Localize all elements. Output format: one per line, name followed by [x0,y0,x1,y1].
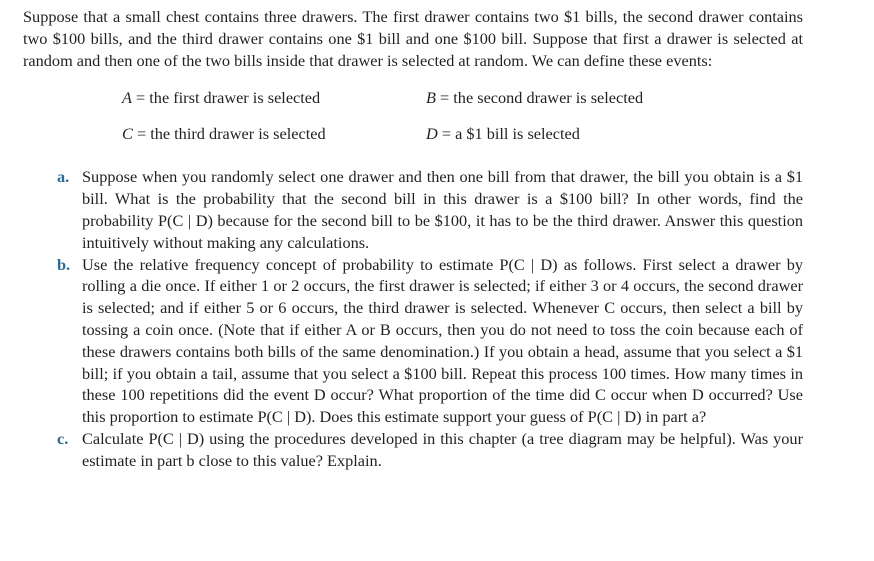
part-a-letter: a. [57,167,70,187]
event-a [122,88,320,108]
event-a-text: the first drawer is selected [149,88,321,108]
event-d-equals: = [437,124,456,144]
event-b-equals: = [435,88,454,108]
event-a-equals: = [131,88,150,108]
part-b [23,254,803,428]
part-c-text: Calculate P(C | D) using the procedures developed in this chapter (a tree diagram may be helpful). Was your estimate in part b close to this value? Explain. [82,428,803,470]
event-c-text: the third drawer is selected [150,124,326,144]
event-a-variable: A [122,88,132,108]
event-b-variable: B [426,88,436,108]
part-a [23,166,803,253]
exercise-page [23,6,803,472]
part-c-letter: c. [57,428,69,448]
event-b [426,88,643,108]
event-d-variable: D [426,124,438,144]
part-b-letter: b. [57,254,71,274]
exercise-parts [23,166,803,471]
part-a-text: Suppose when you randomly select one drawer and then one bill from that drawer, the bill you obtain is a $1 bill. What is the probability that the second bill in this drawer is a $100 bill? In other words, find the probability P(C | D) because for the second bill to be $100, it has to be the third drawer. Answer this question intuitively without making any calculations. [82,167,803,252]
intro-paragraph: Suppose that a small chest contains three drawers. The first drawer contains two $1 bills, the second drawer contains two $100 bills, and the third drawer contains one $1 bill and one $100 bill. Suppose that first a drawer is selected at random and then one of the two bills inside that drawer is selected at random. We can define these events: [23,7,803,70]
event-c-variable: C [122,124,133,144]
event-d [426,124,580,144]
event-c [122,124,326,144]
part-c [23,428,803,472]
event-b-text: the second drawer is selected [453,88,644,108]
event-definitions [23,80,803,160]
part-b-text: Use the relative frequency concept of probability to estimate P(C | D) as follows. First select a drawer by rolling a die once. If either 1 or 2 occurs, the first drawer is selected; if either 3 or 4 occurs, the second drawer is selected; and if either 5 or 6 occurs, the third drawer is selected. Whenever C occurs, then select a bill by tossing a coin once. (Note that if either A or B occurs, then you do not need to toss the coin because each of these drawers contains both bills of the same denomination.) If you obtain a head, assume that you select a $1 bill; if you obtain a tail, assume that you select a $100 bill. Repeat this process 100 times. How many times in these 100 repetitions did the event D occur? What proportion of the time did C occur when D occurred? Use this proportion to estimate P(C | D). Does this estimate support your guess of P(C | D) in part a? [82,254,803,427]
event-d-text: a $1 bill is selected [455,124,580,144]
event-c-equals: = [132,124,151,144]
